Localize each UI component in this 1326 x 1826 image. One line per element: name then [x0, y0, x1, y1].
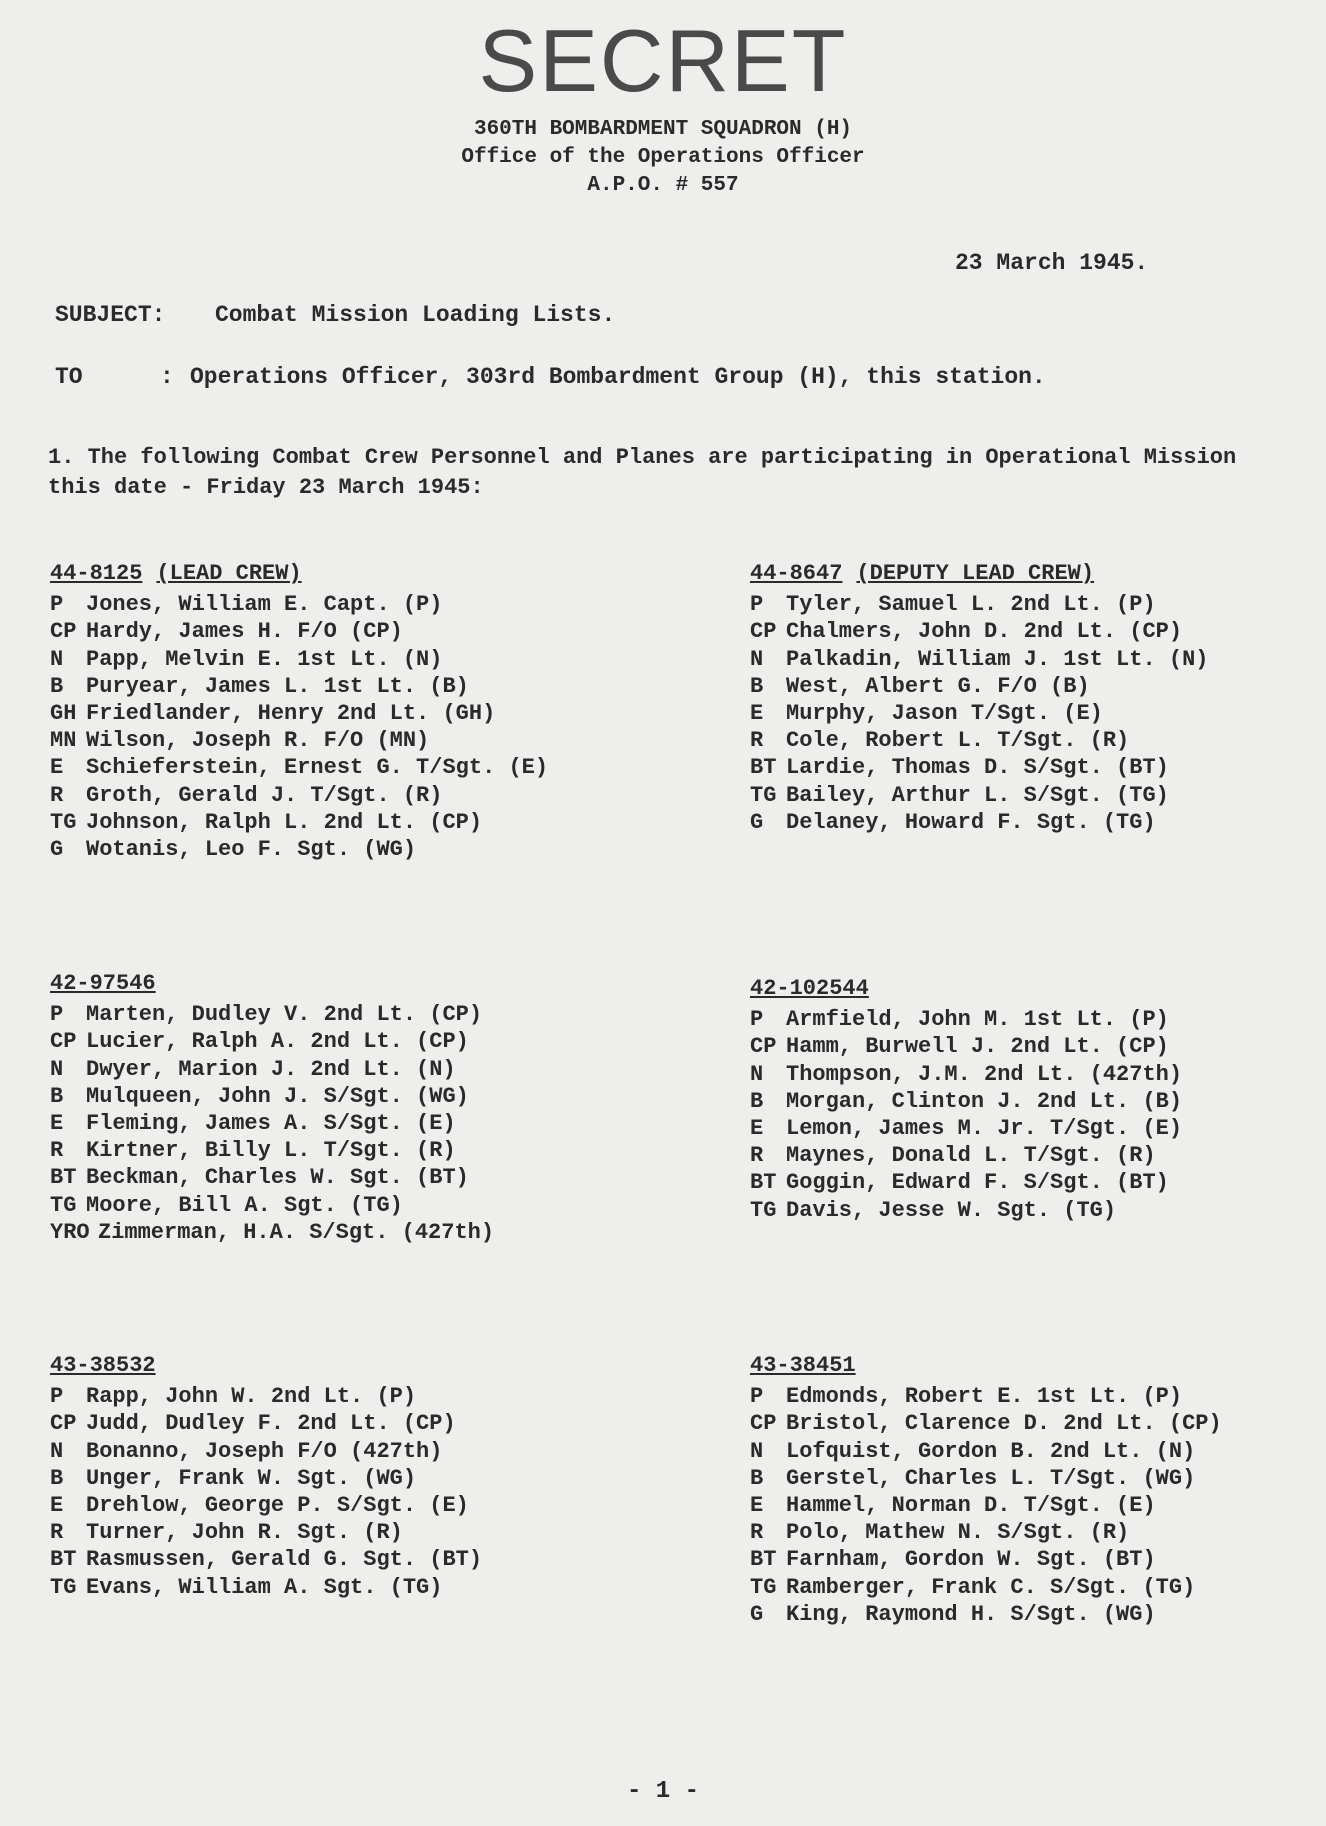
- crew-position: P: [50, 592, 64, 618]
- crew-position: R: [750, 1143, 764, 1169]
- crew-position: N: [50, 1438, 64, 1464]
- crew-position: BT: [50, 1547, 77, 1573]
- crew-position: P: [50, 1384, 64, 1410]
- crew-member-name: Bristol, Clarence D. 2nd Lt. (CP): [786, 1411, 1222, 1437]
- crew-position: BT: [750, 1170, 777, 1196]
- crew-position: CP: [50, 619, 77, 645]
- crew-member-name: Hardy, James H. F/O (CP): [86, 619, 403, 645]
- crew-position: N: [750, 1438, 764, 1464]
- crew-position: N: [750, 1061, 764, 1087]
- crew-member-name: Cole, Robert L. T/Sgt. (R): [786, 728, 1130, 754]
- secret-stamp: SECRET: [478, 11, 848, 110]
- crew-member: [50, 1001, 494, 1028]
- crew-member: [750, 1410, 1222, 1437]
- crew-position: TG: [50, 1574, 77, 1600]
- crew-position: CP: [750, 619, 777, 645]
- plane-serial: 43-38532: [50, 1353, 156, 1378]
- crew-position: CP: [50, 1411, 77, 1437]
- crew-member: [50, 1137, 494, 1164]
- crew-member: [750, 1574, 1222, 1601]
- crew-member-name: Edmonds, Robert E. 1st Lt. (P): [786, 1384, 1183, 1410]
- plane-serial: 44-8647: [750, 561, 843, 586]
- apo-number: A.P.O. # 557: [587, 174, 739, 197]
- crew-member-name: Rasmussen, Gerald G. Sgt. (BT): [86, 1547, 483, 1573]
- crew-position: E: [750, 1116, 764, 1142]
- crew-member: [50, 782, 548, 809]
- crew-plane-number: [50, 970, 494, 997]
- crew-member: [50, 836, 548, 863]
- to-text: Operations Officer, 303rd Bombardment Group (H), this station.: [190, 364, 1046, 390]
- crew-member-name: Evans, William A. Sgt. (TG): [86, 1574, 443, 1600]
- crew-member: [750, 591, 1208, 618]
- squadron-name: 360TH BOMBARDMENT SQUADRON (H): [473, 118, 853, 141]
- crew-member-name: Fleming, James A. S/Sgt. (E): [86, 1111, 456, 1137]
- crew-position: TG: [50, 1192, 77, 1218]
- crew-member-name: Wotanis, Leo F. Sgt. (WG): [86, 837, 417, 863]
- crew-position: E: [50, 1493, 64, 1519]
- crew-member-name: Johnson, Ralph L. 2nd Lt. (CP): [86, 809, 483, 835]
- crew-position: CP: [750, 1411, 777, 1437]
- crew-position: GH: [50, 701, 77, 727]
- crew-position: TG: [750, 1197, 777, 1223]
- crew-designation: (DEPUTY LEAD CREW): [856, 561, 1095, 586]
- crew-member-name: Unger, Frank W. Sgt. (WG): [86, 1465, 417, 1491]
- crew-member: [50, 727, 548, 754]
- crew-position: MN: [50, 728, 77, 754]
- crew-member-name: Zimmerman, H.A. S/Sgt. (427th): [98, 1219, 495, 1245]
- crew-member: [750, 1142, 1182, 1169]
- crew-member: [750, 727, 1208, 754]
- crew-member-name: Lucier, Ralph A. 2nd Lt. (CP): [86, 1029, 469, 1055]
- crew-position: BT: [750, 755, 777, 781]
- crew-member: [50, 1465, 482, 1492]
- crew-plane-number: [750, 560, 1208, 587]
- crew-position: E: [750, 1493, 764, 1519]
- crew-position: N: [50, 1056, 64, 1082]
- crew-member: [50, 809, 548, 836]
- crew-member-name: Rapp, John W. 2nd Lt. (P): [86, 1384, 417, 1410]
- crew-position: BT: [50, 1165, 77, 1191]
- crew-member-name: Goggin, Edward F. S/Sgt. (BT): [786, 1170, 1169, 1196]
- crew-position: P: [750, 1007, 764, 1033]
- crew-member: [50, 1110, 494, 1137]
- crew-block: [50, 970, 494, 1246]
- crew-member: [50, 1438, 482, 1465]
- crew-member-name: Armfield, John M. 1st Lt. (P): [786, 1007, 1169, 1033]
- crew-member: [750, 1383, 1222, 1410]
- crew-position: P: [750, 1384, 764, 1410]
- crew-plane-number: [50, 560, 548, 587]
- crew-plane-number: [50, 1352, 482, 1379]
- crew-member: [750, 1438, 1222, 1465]
- crew-member: [50, 754, 548, 781]
- crew-position: P: [750, 592, 764, 618]
- to-line: [55, 364, 1046, 390]
- crew-member: [50, 1519, 482, 1546]
- office-name: Office of the Operations Officer: [461, 146, 865, 169]
- plane-serial: 43-38451: [750, 1353, 856, 1378]
- crew-position: G: [50, 837, 64, 863]
- crew-member: [50, 1383, 482, 1410]
- crew-member-name: Bailey, Arthur L. S/Sgt. (TG): [786, 782, 1169, 808]
- document-date: 23 March 1945.: [955, 250, 1149, 276]
- crew-member: [750, 1115, 1182, 1142]
- crew-member: [750, 700, 1208, 727]
- crew-block: [750, 975, 1182, 1224]
- crew-member: [750, 1033, 1182, 1060]
- crew-member: [750, 1601, 1222, 1628]
- crew-member-name: Delaney, Howard F. Sgt. (TG): [786, 809, 1156, 835]
- crew-member: [50, 1546, 482, 1573]
- crew-member-name: Kirtner, Billy L. T/Sgt. (R): [86, 1138, 456, 1164]
- crew-member-name: Dwyer, Marion J. 2nd Lt. (N): [86, 1056, 456, 1082]
- crew-member: [750, 1492, 1222, 1519]
- crew-position: B: [750, 1465, 764, 1491]
- crew-member-name: Mulqueen, John J. S/Sgt. (WG): [86, 1083, 469, 1109]
- crew-member-name: Turner, John R. Sgt. (R): [86, 1520, 403, 1546]
- crew-member-name: Schieferstein, Ernest G. T/Sgt. (E): [86, 755, 549, 781]
- crew-member-name: Polo, Mathew N. S/Sgt. (R): [786, 1520, 1130, 1546]
- crew-position: R: [50, 1520, 64, 1546]
- crew-member-name: Lemon, James M. Jr. T/Sgt. (E): [786, 1116, 1183, 1142]
- to-separator: :: [160, 364, 174, 390]
- crew-position: B: [750, 1088, 764, 1114]
- crew-member-name: Farnham, Gordon W. Sgt. (BT): [786, 1547, 1156, 1573]
- crew-member-name: King, Raymond H. S/Sgt. (WG): [786, 1601, 1156, 1627]
- subject-label: SUBJECT:: [55, 302, 166, 328]
- crew-member-name: Friedlander, Henry 2nd Lt. (GH): [86, 701, 496, 727]
- crew-member-name: West, Albert G. F/O (B): [786, 673, 1090, 699]
- crew-position: G: [750, 809, 764, 835]
- crew-position: E: [50, 755, 64, 781]
- crew-member: [50, 618, 548, 645]
- crew-position: B: [50, 1083, 64, 1109]
- crew-position: R: [750, 728, 764, 754]
- crew-member: [50, 700, 548, 727]
- crew-member: [750, 1546, 1222, 1573]
- crew-member-name: Palkadin, William J. 1st Lt. (N): [786, 646, 1209, 672]
- crew-position: BT: [750, 1547, 777, 1573]
- crew-member-name: Judd, Dudley F. 2nd Lt. (CP): [86, 1411, 456, 1437]
- crew-member-name: Thompson, J.M. 2nd Lt. (427th): [786, 1061, 1183, 1087]
- plane-serial: 44-8125: [50, 561, 143, 586]
- crew-member: [750, 1519, 1222, 1546]
- crew-member: [750, 1169, 1182, 1196]
- crew-position: E: [50, 1111, 64, 1137]
- crew-plane-number: [750, 1352, 1222, 1379]
- crew-position: B: [50, 673, 64, 699]
- crew-member: [750, 809, 1208, 836]
- to-label: TO: [55, 364, 83, 390]
- crew-member-name: Ramberger, Frank C. S/Sgt. (TG): [786, 1574, 1196, 1600]
- page-number: - 1 -: [626, 1778, 699, 1805]
- crew-member-name: Hamm, Burwell J. 2nd Lt. (CP): [786, 1034, 1169, 1060]
- crew-position: CP: [50, 1029, 77, 1055]
- crew-block: [750, 1352, 1222, 1628]
- crew-member: [50, 646, 548, 673]
- crew-designation: (LEAD CREW): [156, 561, 302, 586]
- crew-member-name: Moore, Bill A. Sgt. (TG): [86, 1192, 403, 1218]
- crew-member-name: Chalmers, John D. 2nd Lt. (CP): [786, 619, 1183, 645]
- crew-position: TG: [750, 782, 777, 808]
- crew-member: [750, 618, 1208, 645]
- crew-member: [50, 1492, 482, 1519]
- plane-serial: 42-97546: [50, 971, 156, 996]
- crew-member-name: Groth, Gerald J. T/Sgt. (R): [86, 782, 443, 808]
- crew-member-name: Gerstel, Charles L. T/Sgt. (WG): [786, 1465, 1196, 1491]
- crew-member: [50, 1574, 482, 1601]
- crew-block: [750, 560, 1208, 836]
- crew-position: TG: [750, 1574, 777, 1600]
- crew-member: [50, 1410, 482, 1437]
- crew-member-name: Tyler, Samuel L. 2nd Lt. (P): [786, 592, 1156, 618]
- crew-member-name: Lofquist, Gordon B. 2nd Lt. (N): [786, 1438, 1196, 1464]
- crew-position: R: [750, 1520, 764, 1546]
- crew-member-name: Murphy, Jason T/Sgt. (E): [786, 701, 1103, 727]
- crew-member-name: Beckman, Charles W. Sgt. (BT): [86, 1165, 469, 1191]
- crew-member: [750, 782, 1208, 809]
- crew-position: G: [750, 1601, 764, 1627]
- crew-position: B: [750, 673, 764, 699]
- crew-member-name: Hammel, Norman D. T/Sgt. (E): [786, 1493, 1156, 1519]
- crew-member: [50, 1219, 494, 1246]
- crew-member: [750, 754, 1208, 781]
- crew-member: [50, 1164, 494, 1191]
- plane-serial: 42-102544: [750, 976, 869, 1001]
- crew-member-name: Puryear, James L. 1st Lt. (B): [86, 673, 469, 699]
- crew-member: [50, 673, 548, 700]
- crew-block: [50, 1352, 482, 1601]
- crew-member-name: Wilson, Joseph R. F/O (MN): [86, 728, 430, 754]
- crew-position: TG: [50, 809, 77, 835]
- crew-position: CP: [750, 1034, 777, 1060]
- crew-member-name: Morgan, Clinton J. 2nd Lt. (B): [786, 1088, 1183, 1114]
- crew-member: [750, 1061, 1182, 1088]
- crew-position: E: [750, 701, 764, 727]
- crew-member: [750, 1465, 1222, 1492]
- crew-member-name: Papp, Melvin E. 1st Lt. (N): [86, 646, 443, 672]
- crew-member-name: Davis, Jesse W. Sgt. (TG): [786, 1197, 1117, 1223]
- crew-member-name: Drehlow, George P. S/Sgt. (E): [86, 1493, 469, 1519]
- crew-member: [50, 1192, 494, 1219]
- crew-plane-number: [750, 975, 1182, 1002]
- crew-position: R: [50, 782, 64, 808]
- crew-member: [750, 1006, 1182, 1033]
- crew-member: [50, 1083, 494, 1110]
- crew-member-name: Marten, Dudley V. 2nd Lt. (CP): [86, 1002, 483, 1028]
- crew-position: R: [50, 1138, 64, 1164]
- crew-member: [50, 591, 548, 618]
- crew-position: N: [50, 646, 64, 672]
- crew-member-name: Bonanno, Joseph F/O (427th): [86, 1438, 443, 1464]
- crew-position: YRO: [50, 1219, 90, 1245]
- subject-text: Combat Mission Loading Lists.: [215, 302, 616, 328]
- crew-member: [50, 1056, 494, 1083]
- crew-member: [750, 646, 1208, 673]
- crew-position: P: [50, 1002, 64, 1028]
- crew-position: N: [750, 646, 764, 672]
- crew-member: [750, 1088, 1182, 1115]
- crew-member: [750, 673, 1208, 700]
- crew-member: [50, 1028, 494, 1055]
- crew-member: [750, 1197, 1182, 1224]
- crew-member-name: Jones, William E. Capt. (P): [86, 592, 443, 618]
- subject-line: [55, 302, 615, 328]
- intro-paragraph: 1. The following Combat Crew Personnel and Planes are participating in Operational Mission this date - Friday 23 March 1945:: [48, 445, 1237, 500]
- crew-block: [50, 560, 548, 863]
- crew-member-name: Maynes, Donald L. T/Sgt. (R): [786, 1143, 1156, 1169]
- crew-member-name: Lardie, Thomas D. S/Sgt. (BT): [786, 755, 1169, 781]
- crew-position: B: [50, 1465, 64, 1491]
